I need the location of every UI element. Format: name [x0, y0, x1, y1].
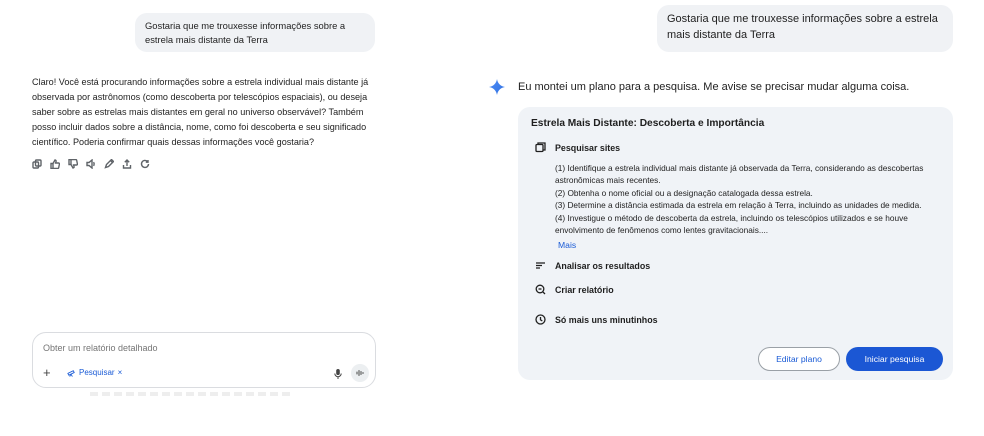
- step-report: [535, 284, 614, 295]
- plan-step-3: (3) Determine a distância estimada da estrela em relação à Terra, incluindo as unidades de medida.: [555, 200, 922, 211]
- web-pages-icon: [535, 142, 546, 153]
- clock-icon: [535, 314, 546, 325]
- edit-icon[interactable]: [104, 156, 114, 166]
- sort-lines-icon: [535, 260, 546, 271]
- plan-title: Estrela Mais Distante: Descoberta e Importância: [531, 118, 765, 129]
- right-chat-panel: [480, 0, 984, 436]
- user-message-bubble: Gostaria que me trouxesse informações sobre a estrela mais distante da Terra: [657, 5, 953, 52]
- copy-icon[interactable]: [32, 156, 42, 166]
- telescope-icon: [67, 368, 76, 377]
- plan-steps-list: [555, 162, 947, 236]
- left-chat-panel: [0, 0, 400, 436]
- voice-mode-icon[interactable]: [351, 364, 369, 382]
- prompt-input[interactable]: [43, 343, 343, 353]
- plus-icon[interactable]: +: [43, 365, 51, 380]
- step-report-label: Criar relatório: [555, 284, 614, 295]
- report-search-icon: [535, 284, 546, 295]
- research-chip[interactable]: [67, 368, 122, 377]
- more-link[interactable]: Mais: [558, 240, 577, 250]
- refresh-icon[interactable]: [140, 156, 150, 166]
- step-analyze-label: Analisar os resultados: [555, 260, 651, 271]
- response-actions: [32, 156, 150, 166]
- gemini-sparkle-icon: [488, 78, 506, 96]
- speaker-icon[interactable]: [86, 156, 96, 166]
- research-plan-card: [518, 107, 953, 380]
- plan-step-2: (2) Obtenha o nome oficial ou a designação catalogada dessa estrela.: [555, 187, 813, 198]
- step-search-label: Pesquisar sites: [555, 142, 621, 153]
- research-chip-label: Pesquisar: [79, 368, 115, 377]
- start-research-button[interactable]: Iniciar pesquisa: [846, 347, 943, 371]
- chip-close-icon[interactable]: ×: [117, 368, 123, 377]
- thumbs-down-icon[interactable]: [68, 156, 78, 166]
- step-time: [535, 314, 658, 325]
- plan-step-4: (4) Investigue o método de descoberta da estrela, incluindo os telescópios utilizados e se houve envolvimento de fenômenos como lentes gravitacionais....: [555, 212, 908, 236]
- faded-disclaimer: [90, 392, 290, 396]
- step-analyze: [535, 260, 650, 271]
- assistant-intro: Eu montei um plano para a pesquisa. Me avise se precisar mudar alguma coisa.: [518, 81, 910, 93]
- assistant-reply: Claro! Você está procurando informações sobre a estrela individual mais distante já observada por astrônomos (como descoberta por telescópios espaciais), ou deseja saber sobre as estrelas mais distantes em geral no universo observável? Também posso incluir dados sobre a distância, nome, como foi descoberta e seu significado científico. Poderia confirmar quais dessas informações você gostaria?: [32, 77, 369, 147]
- user-message-bubble: Gostaria que me trouxesse informações sobre a estrela mais distante da Terra: [135, 13, 375, 52]
- microphone-icon[interactable]: [333, 367, 343, 379]
- step-time-label: Só mais uns minutinhos: [555, 314, 658, 325]
- chat-composer: [32, 332, 376, 388]
- step-search-sites: [535, 142, 620, 153]
- plan-step-1: (1) Identifique a estrela individual mais distante já observada da Terra, considerando as descobertas astronômicas mais recentes.: [555, 163, 924, 186]
- thumbs-up-icon[interactable]: [50, 156, 60, 166]
- share-icon[interactable]: [122, 156, 132, 166]
- edit-plan-button[interactable]: Editar plano: [758, 347, 840, 371]
